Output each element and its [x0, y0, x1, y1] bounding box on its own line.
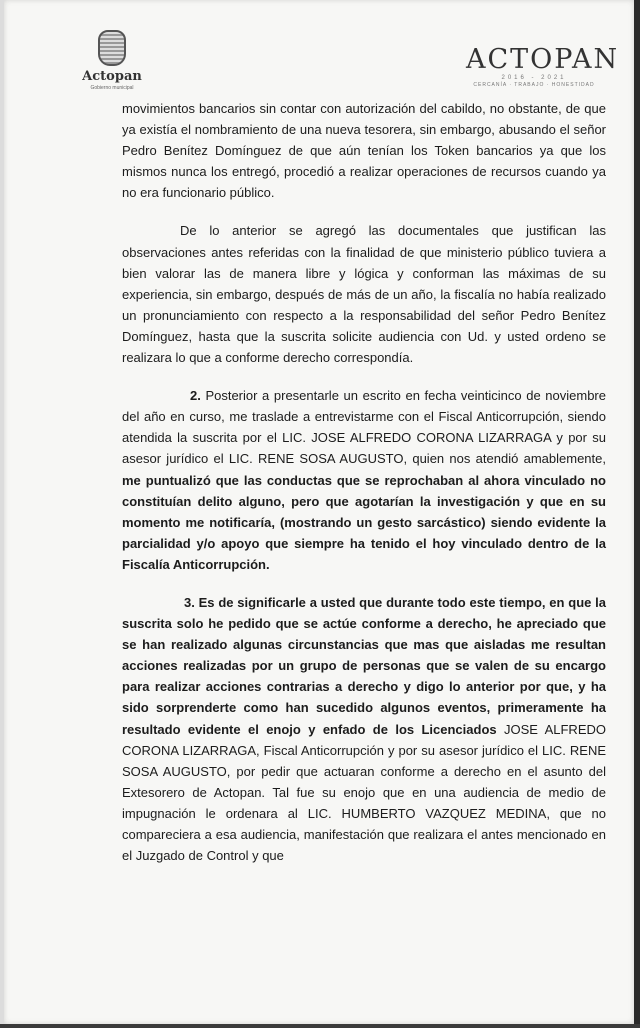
- paragraph-3-emphasis: me puntualizó que las conductas que se reprochaban al ahora vinculado no constituían delito alguno, pero que agotarían la investigación y que en su momento me notificaría, (mostrando un gesto sarcástico) siendo evidente la parcialidad y/o apoyo que siempre ha tenido el hoy vinculado dentro de la Fiscalía Anticorrupción.: [122, 472, 606, 572]
- logo-left-name: Actopan: [82, 69, 142, 84]
- paragraph-2: De lo anterior se agregó las documentales que justifican las observaciones antes referidas con la finalidad de que ministerio público tuviera a bien valorar las de manera libre y lógica y conforman las máximas de su experiencia, sin embargo, después de más de un año, la fiscalía no había realizado un pronunciamiento con respecto a la responsabilidad del señor Pedro Benítez Domínguez, hasta que la suscrita solicite audiencia con Ud. y usted ordeno se realizara lo que a conforme derecho correspondía.: [122, 223, 606, 366]
- document-page: [4, 0, 634, 1024]
- logo-right-years: 2016 - 2021: [501, 75, 567, 81]
- scan-edge-bottom: [0, 1024, 640, 1028]
- logo-right-name: ACTOPAN: [466, 44, 620, 75]
- paragraph-3-number: 2.: [190, 388, 201, 404]
- paragraph-4-rest: JOSE ALFREDO CORONA LIZARRAGA, Fiscal Anticorrupción y por su asesor jurídico el LIC. RENE SOSA AUGUSTO, por pedir que actuaran conforme a derecho en el asunto del Extesorero de Actopan. Tal fue su enojo que en una audiencia de medio de impugnación le ordenara al LIC. HUMBERTO VAZQUEZ MEDINA, que no compareciera a esa audiencia, manifestación que realizara el antes mencionado en el Juzgado de Control y que: [122, 721, 606, 864]
- logo-right-tagline: CERCANÍA · TRABAJO · HONESTIDAD: [473, 82, 595, 88]
- coat-of-arms-icon: [98, 30, 126, 66]
- paragraph-3: [122, 385, 606, 575]
- actopan-brand-logo: [466, 44, 620, 88]
- document-body: [122, 98, 606, 883]
- paragraph-1: movimientos bancarios sin contar con autorización del cabildo, no obstante, de que ya existía el nombramiento de una nueva tesorera, sin embargo, abusando el señor Pedro Benítez Domínguez de que aún tenían los Token bancarios ya que los mismos nunca los entregó, procedió a realizar operaciones de recursos cuando ya no era funcionario público.: [122, 101, 606, 201]
- logo-left-subtitle: Gobierno municipal: [90, 85, 134, 91]
- actopan-municipal-logo: [80, 30, 144, 91]
- paragraph-3-intro: Posterior a presentarle un escrito en fecha veinticinco de noviembre del año en curso, me traslade a entrevistarme con el Fiscal Anticorrupción, siendo atendida la suscrita por el LIC. JOSE ALFREDO CORONA LIZARRAGA y por su asesor jurídico el LIC. RENE SOSA AUGUSTO, quien nos atendió amablemente,: [122, 388, 606, 467]
- paragraph-4: [122, 592, 606, 866]
- scan-edge: [634, 0, 640, 1028]
- paragraph-4-emphasis: 3. Es de significarle a usted que durante todo este tiempo, en que la suscrita solo he pedido que se actúe conforme a derecho, he apreciado que se han realizado algunas circunstancias que mas que aisladas me resultan acciones realizadas por un grupo de personas que se valen de su encargo para realizar acciones contrarias a derecho y digo lo anterior por que, y ha sido sorprenderte como han sucedido algunos eventos, primeramente ha resultado evidente el enojo y enfado de los Licenciados: [122, 594, 606, 737]
